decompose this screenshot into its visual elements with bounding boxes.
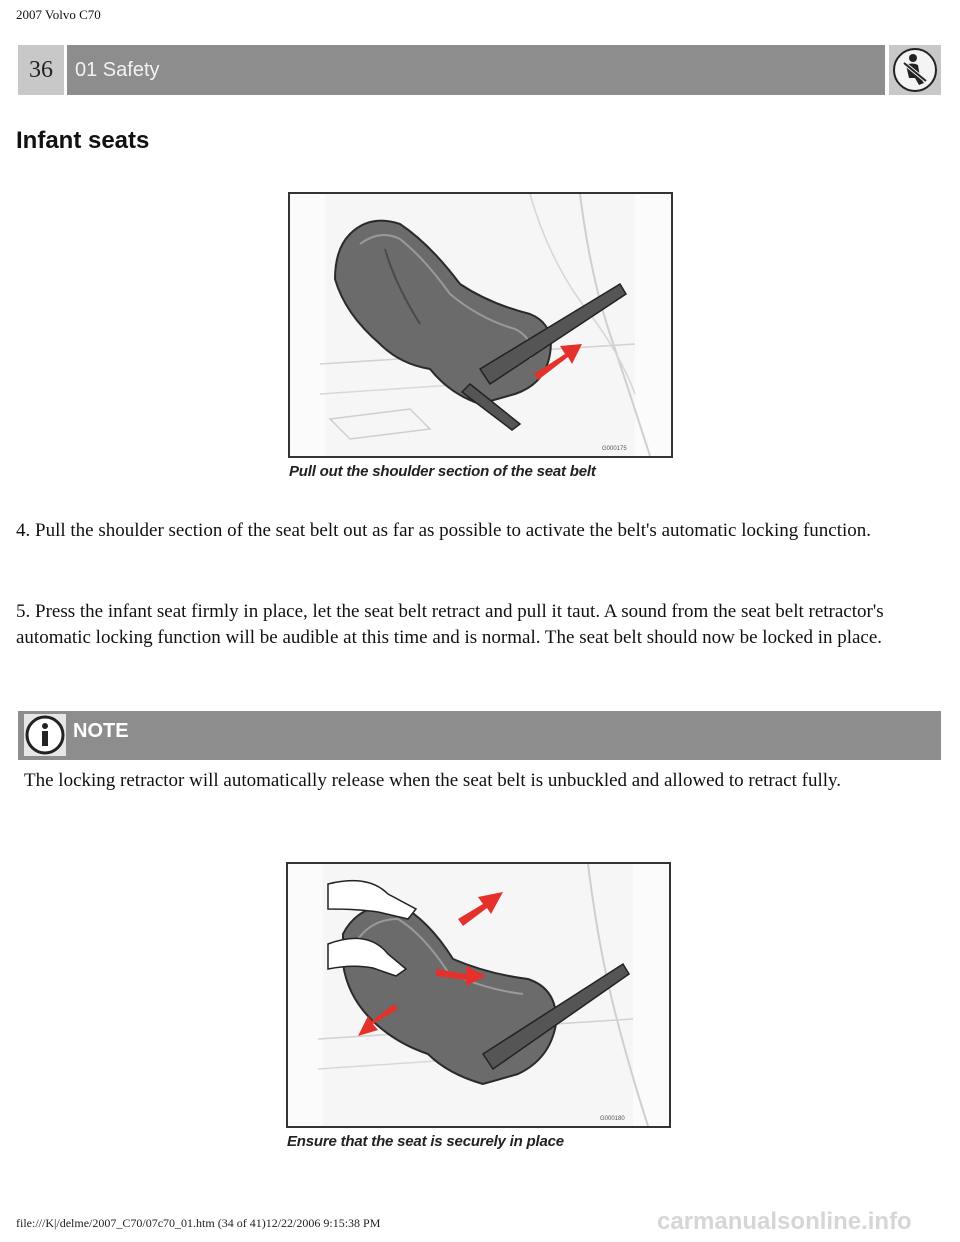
chapter-title-bar bbox=[67, 45, 885, 95]
chapter-icon-box bbox=[889, 45, 941, 95]
section-title: Infant seats bbox=[16, 127, 150, 154]
figure-code: G000180 bbox=[600, 1116, 625, 1122]
figure-caption: Ensure that the seat is securely in place bbox=[287, 1133, 564, 1150]
figure-pull-shoulder-belt bbox=[288, 192, 673, 458]
infant-seat-illustration bbox=[290, 194, 671, 456]
figure-code: G000175 bbox=[602, 446, 627, 452]
chapter-title: 01 Safety bbox=[75, 58, 160, 81]
step-4-paragraph: 4. Pull the shoulder section of the seat belt out as far as possible to activate the belt's automatic locking function. bbox=[16, 520, 872, 541]
page-number: 36 bbox=[18, 45, 64, 95]
note-text: The locking retractor will automatically release when the seat belt is unbuckled and allowed to retract fully. bbox=[24, 770, 842, 791]
seatbelt-icon bbox=[892, 47, 938, 93]
figure-caption: Pull out the shoulder section of the seat belt bbox=[289, 463, 596, 480]
step-5-paragraph: 5. Press the infant seat firmly in place, let the seat belt retract and pull it taut. A sound from the seat belt retractor's automatic locking function will be audible at this time and is normal. The seat belt should now be locked in place. bbox=[16, 601, 884, 648]
footer-file-path: file:///K|/delme/2007_C70/07c70_01.htm (34 of 41)12/22/2006 9:15:38 PM bbox=[16, 1216, 381, 1230]
note-icon-box bbox=[24, 714, 66, 756]
note-label: NOTE bbox=[73, 720, 129, 742]
watermark: carmanualsonline.info bbox=[657, 1208, 912, 1235]
note-header-bar bbox=[18, 711, 941, 760]
figure-seat-secure bbox=[286, 862, 671, 1128]
infant-seat-press-illustration bbox=[288, 864, 669, 1126]
document-title: 2007 Volvo C70 bbox=[16, 7, 101, 22]
info-icon bbox=[24, 714, 66, 756]
